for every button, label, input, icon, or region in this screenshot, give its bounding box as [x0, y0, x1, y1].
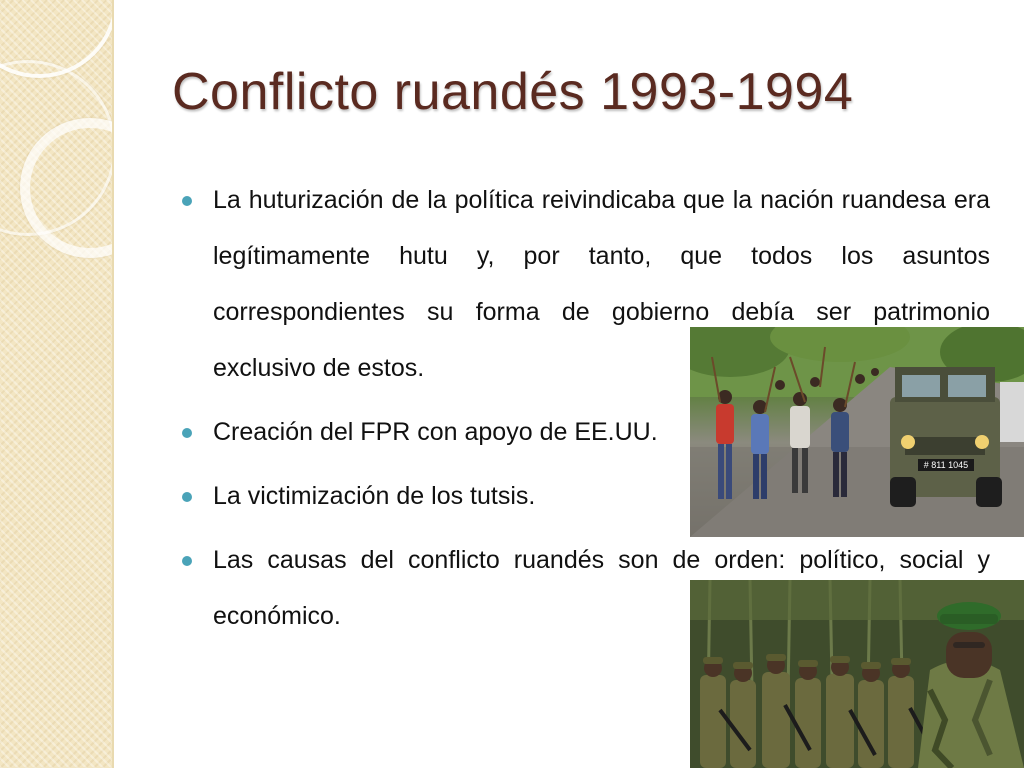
bullet-text: La victimización de los tutsis.: [213, 482, 536, 510]
slide-title: Conflicto ruandés 1993-1994: [172, 63, 854, 121]
bullet-icon: [182, 196, 192, 206]
bullet-icon: [182, 428, 192, 438]
bullet-text: Creación del FPR con apoyo de EE.UU.: [213, 418, 658, 446]
soldier-image: [690, 580, 1024, 768]
crowd-and-jeep-image: [690, 327, 1024, 537]
bullet-icon: [182, 492, 192, 502]
bullet-icon: [182, 556, 192, 566]
decorative-side-band: [0, 0, 114, 768]
soldier-photo: [690, 580, 1024, 768]
bullet-text: Las causas del conflicto ruandés son de orden: político, social y económico.: [213, 546, 990, 630]
crowd-and-jeep-photo: [690, 327, 1024, 537]
jeep-license-plate: # 811 1045: [923, 460, 969, 470]
bullet-text: La huturización de la política reivindicaba que la nación ruandesa era legítimamente hutu y, por tanto, que todos los asuntos correspondientes su forma de gobierno debía ser patrimonio exclusivo de estos.: [213, 186, 990, 382]
decorative-ring: [0, 0, 114, 78]
